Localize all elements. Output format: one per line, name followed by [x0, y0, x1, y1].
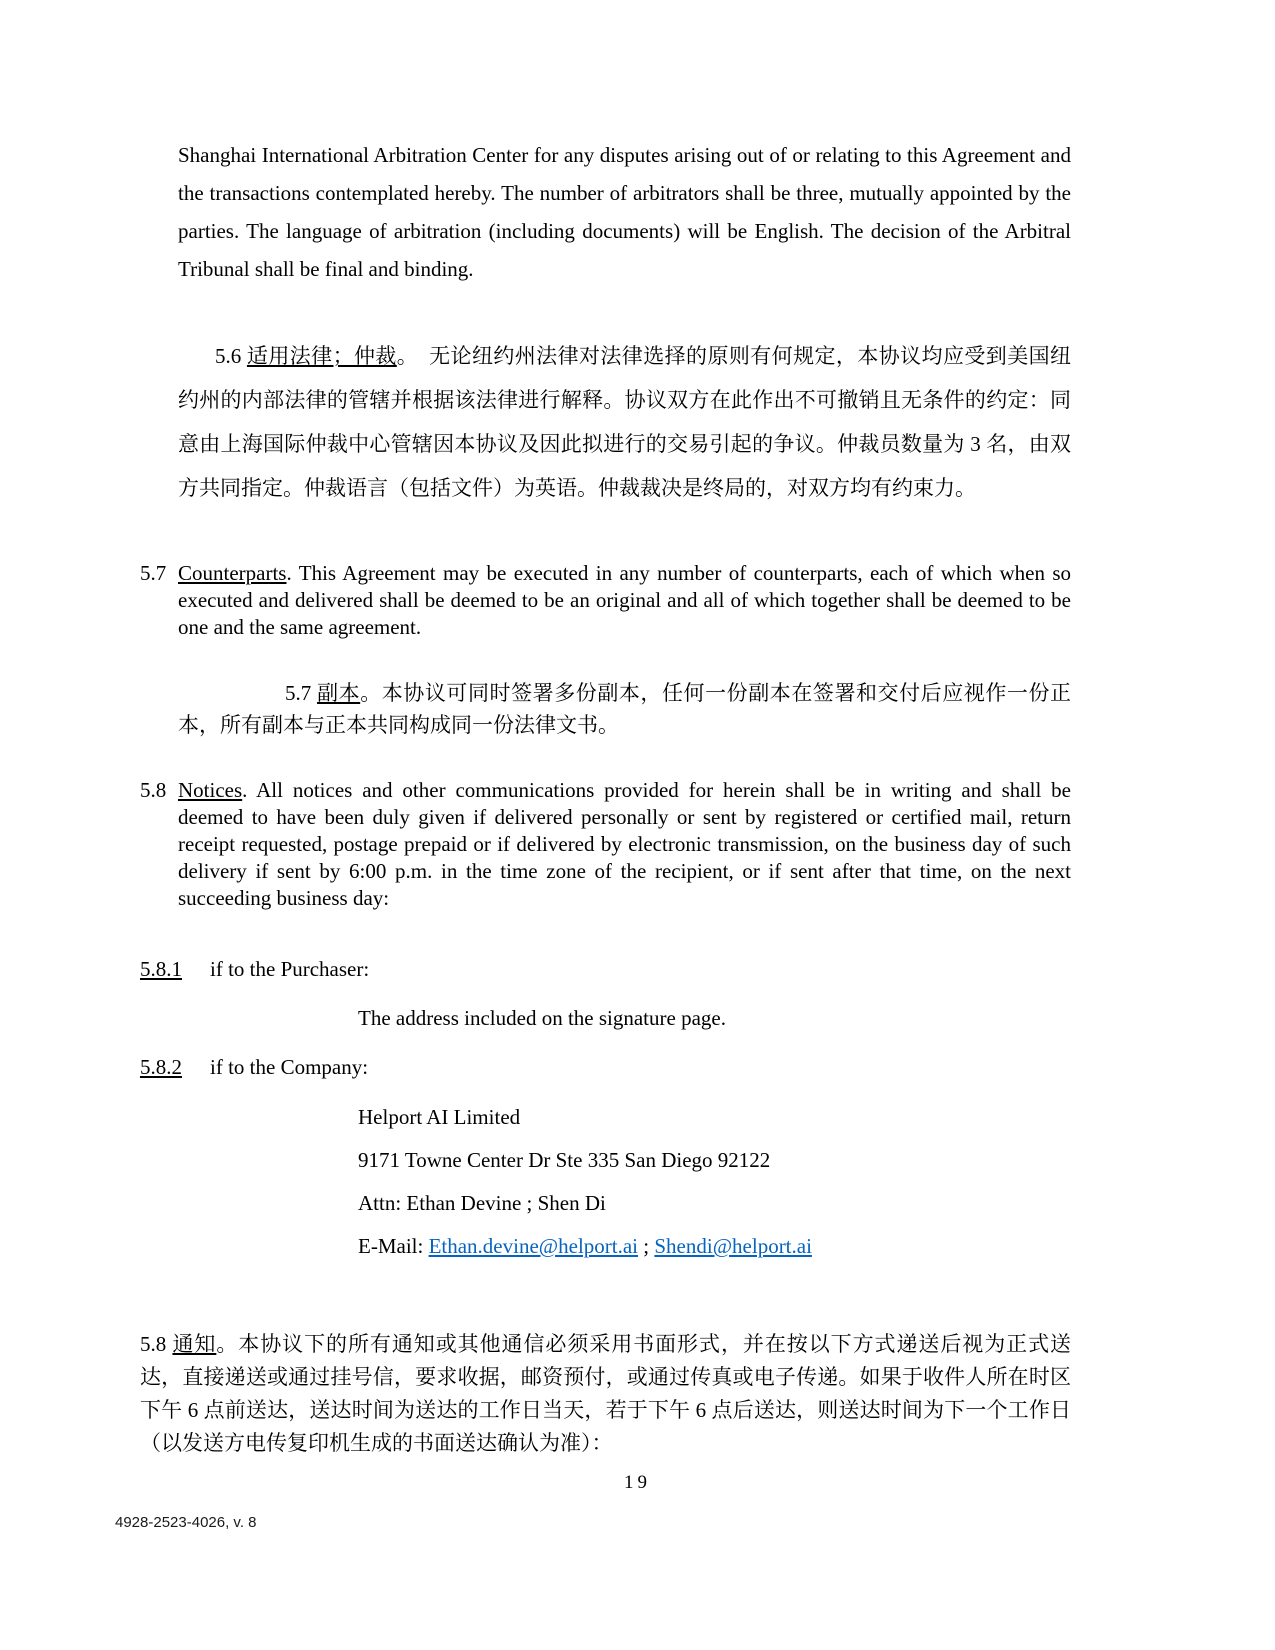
section-5-7-zh-heading: 副本	[317, 681, 361, 705]
section-5-8-1-number-text: 5.8.1	[140, 957, 182, 981]
section-5-8-zh-number: 5.8	[140, 1332, 173, 1356]
section-5-8-2-number	[140, 1054, 210, 1081]
section-5-8-2-number-text: 5.8.2	[140, 1055, 182, 1079]
section-5-7-en	[140, 560, 1071, 641]
section-5-6-zh	[178, 334, 1071, 510]
section-5-8-2	[140, 1054, 1071, 1081]
section-5-8-zh-heading: 通知	[172, 1332, 217, 1356]
arbitration-clause-continuation: Shanghai International Arbitration Center for any disputes arising out of or relating to this Agreement and the transactions contemplated hereby. The number of arbitrators shall be three, mutually appointed by the parties. The language of arbitration (including documents) will be English. The decision of the Arbitral Tribunal shall be final and binding.	[178, 143, 1071, 281]
section-5-7-zh-number: 5.7	[285, 681, 318, 705]
section-5-8-zh	[140, 1328, 1071, 1460]
company-attn-line: Attn: Ethan Devine ; Shen Di	[358, 1191, 606, 1215]
section-5-7-body: . This Agreement may be executed in any number of counterparts, each of which when so executed and delivered shall be deemed to be an original and all of which together shall be deemed to be one and the same agreement.	[178, 561, 1071, 639]
section-5-8-body: . All notices and other communications provided for herein shall be in writing and shall be deemed to have been duly given if delivered personally or sent by registered or certified mail, return receipt requested, postage prepaid or if delivered by electronic transmission, on the business day of such delivery if sent by 6:00 p.m. in the time zone of the recipient, or if sent after that time, on the next succeeding business day:	[178, 778, 1071, 910]
company-address-line: 9171 Towne Center Dr Ste 335 San Diego 92122	[358, 1148, 771, 1172]
section-5-7-heading: Counterparts	[178, 561, 287, 585]
section-5-8-1-number	[140, 956, 210, 983]
section-5-7-zh	[178, 677, 1071, 741]
section-5-8-1-text: if to the Purchaser:	[210, 957, 370, 981]
section-5-8-1	[140, 956, 1071, 983]
email-separator: ;	[638, 1234, 655, 1258]
section-5-6-body: 。 无论纽约州法律对法律选择的原则有何规定，本协议均应受到美国纽约州的内部法律的管辖并根据该法律进行解释。协议双方在此作出不可撤销且无条件的约定：同意由上海国际仲裁中心管辖因本协议及因此拟进行的交易引起的争议。仲裁员数量为 3 名，由双方共同指定。仲裁语言（包括文件）为英语。仲裁裁决是终局的，对双方均有约束力。	[178, 344, 1072, 500]
company-name-line: Helport AI Limited	[358, 1105, 521, 1129]
section-5-8-en	[140, 777, 1071, 912]
email-label: E-Mail:	[358, 1234, 429, 1258]
section-5-8-2-text: if to the Company:	[210, 1055, 369, 1079]
section-5-7-zh-body: 。本协议可同时签署多份副本，任何一份副本在签署和交付后应视作一份正本，所有副本与正本共同构成同一份法律文书。	[178, 681, 1072, 737]
purchaser-address-line: The address included on the signature page.	[358, 1006, 726, 1030]
company-email-line	[358, 1233, 1071, 1260]
section-5-8-number: 5.8	[140, 778, 167, 802]
email-link-shen-di[interactable]: Shendi@helport.ai	[654, 1234, 812, 1258]
section-5-8-heading: Notices	[178, 778, 243, 802]
section-5-8-zh-body: 。本协议下的所有通知或其他通信必须采用书面形式，并在按以下方式递送后视为正式送达，直接递送或通过挂号信，要求收据，邮资预付，或通过传真或电子传递。如果于收件人所在时区下午 6 点前送达，送达时间为送达的工作日当天，若于下午 6 点后送达，则送达时间为下一个工作日（以发送方电传复印机生成的书面送达确认为准）：	[140, 1332, 1072, 1455]
section-5-6-heading: 适用法律；仲裁	[246, 344, 397, 368]
section-5-7-number: 5.7	[140, 561, 167, 585]
page-number: 19	[624, 1472, 651, 1493]
email-link-ethan-devine[interactable]: Ethan.devine@helport.ai	[428, 1234, 639, 1258]
document-id-footer: 4928-2523-4026, v. 8	[115, 1514, 257, 1531]
section-5-6-number: 5.6	[215, 344, 247, 368]
